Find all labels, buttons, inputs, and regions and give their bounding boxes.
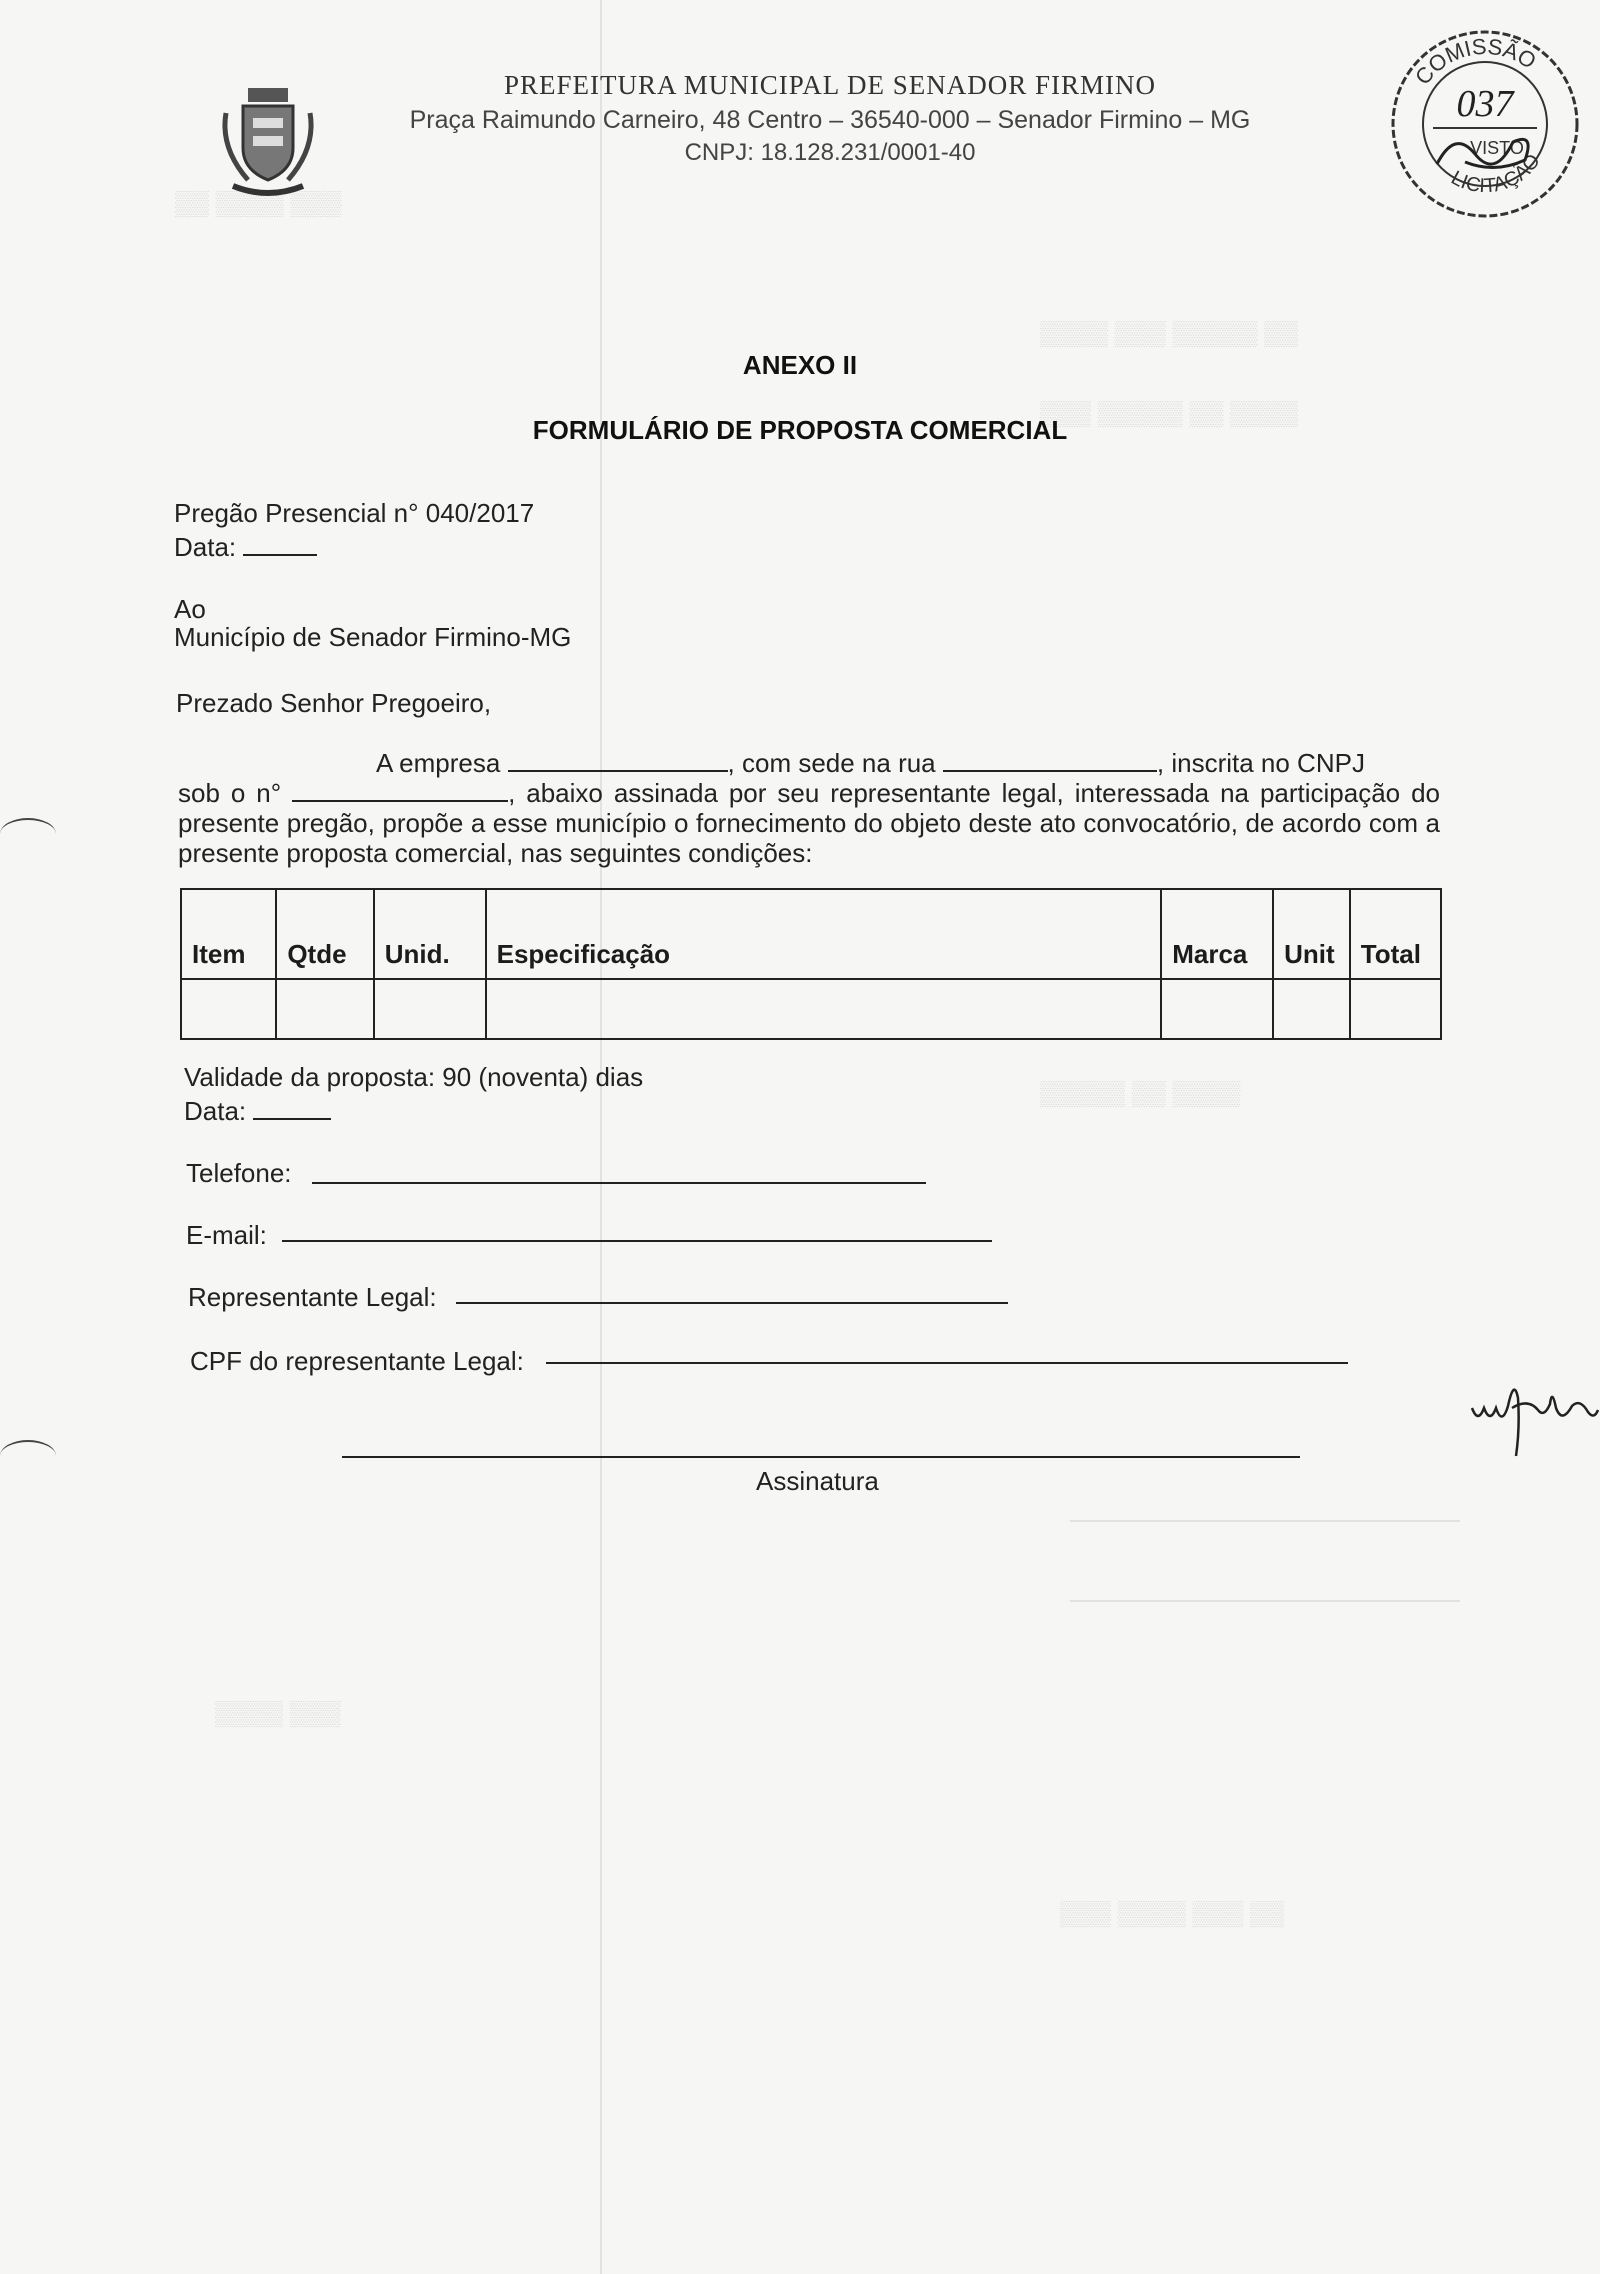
email-label: E-mail:: [186, 1220, 267, 1250]
telefone-line[interactable]: [312, 1182, 926, 1184]
recipient-ao: Ao: [174, 594, 206, 624]
signature-label: Assinatura: [756, 1466, 879, 1496]
punch-hole-mark: [0, 818, 56, 850]
para-body: [178, 778, 1440, 868]
date-label: Data:: [174, 532, 237, 562]
sede-label: , com sede na rua: [727, 748, 936, 778]
greeting: Prezado Senhor Pregoeiro,: [176, 688, 492, 718]
col-especificacao: Especificação: [486, 889, 1162, 979]
bleed-through-text: ▒▒▒▒ ▒▒▒ ▒▒▒▒▒ ▒▒: [1040, 320, 1299, 347]
pregao-number: Pregão Presencial n° 040/2017: [174, 498, 535, 528]
para-rest: , abaixo assinada por seu representante legal, interessada na participação do presente pregão, propõe a esse município o fornecimento do objeto deste ato convocatório, de acordo com a presente proposta comercial, nas seguintes condições:: [178, 778, 1441, 868]
col-total: Total: [1350, 889, 1441, 979]
bleed-through-text: ▒▒▒▒ ▒▒▒: [215, 1700, 341, 1727]
cpf-label: CPF do representante Legal:: [190, 1346, 524, 1376]
sob-label: sob o n°: [178, 778, 282, 808]
cell-total[interactable]: [1350, 979, 1441, 1039]
col-marca: Marca: [1161, 889, 1273, 979]
bleed-through-line: [1070, 1600, 1460, 1602]
municipal-crest-icon: [218, 88, 318, 198]
institution-name: PREFEITURA MUNICIPAL DE SENADOR FIRMINO: [503, 70, 1157, 100]
fold-line: [600, 0, 602, 2274]
stamp-visto: VISTO: [1470, 138, 1524, 158]
recipient-municipality: Município de Senador Firmino-MG: [174, 622, 572, 652]
cell-unit[interactable]: [1273, 979, 1350, 1039]
col-unid: Unid.: [374, 889, 486, 979]
bleed-through-text: ▒▒▒ ▒▒▒▒▒ ▒▒ ▒▒▒▒: [1040, 400, 1299, 427]
para-line-1: [376, 748, 1365, 779]
col-qtde: Qtde: [276, 889, 373, 979]
cell-item[interactable]: [181, 979, 276, 1039]
form-title: FORMULÁRIO DE PROPOSTA COMERCIAL: [532, 415, 1068, 445]
col-unit: Unit: [1273, 889, 1350, 979]
institution-address: Praça Raimundo Carneiro, 48 Centro – 36540-000 – Senador Firmino – MG: [409, 106, 1251, 134]
stamp-number: 037: [1456, 83, 1514, 125]
cell-especificacao[interactable]: [486, 979, 1162, 1039]
cell-marca[interactable]: [1161, 979, 1273, 1039]
representante-line[interactable]: [456, 1302, 1008, 1304]
telefone-label: Telefone:: [186, 1158, 292, 1188]
bleed-through-text: ▒▒ ▒▒▒▒ ▒▒▒: [175, 190, 342, 217]
proposal-validity: Validade da proposta: 90 (noventa) dias: [184, 1062, 644, 1092]
margin-signature: [1468, 1368, 1600, 1458]
table-header-row: [181, 889, 1441, 979]
bleed-through-text: ▒▒▒▒▒ ▒▒ ▒▒▒▒: [1040, 1080, 1241, 1107]
signature-line[interactable]: [342, 1456, 1300, 1458]
cpf-line[interactable]: [546, 1362, 1348, 1364]
institution-cnpj: CNPJ: 18.128.231/0001-40: [684, 139, 976, 166]
email-line[interactable]: [282, 1240, 992, 1242]
stamp-bottom-text: LICITAÇÃO: [1447, 150, 1545, 198]
bleed-through-text: ▒▒▒ ▒▒▒▒ ▒▒▒ ▒▒: [1060, 1900, 1285, 1927]
commission-stamp: [1385, 24, 1585, 224]
representante-label: Representante Legal:: [188, 1282, 437, 1312]
cell-unid[interactable]: [374, 979, 486, 1039]
cell-qtde[interactable]: [276, 979, 373, 1039]
rua-blank[interactable]: [943, 769, 1157, 772]
date-blank[interactable]: [243, 553, 317, 556]
cnpj-blank[interactable]: [292, 799, 508, 802]
date-blank-2[interactable]: [253, 1117, 331, 1120]
date-label-2: Data:: [184, 1096, 247, 1126]
date-row: [174, 532, 317, 563]
empresa-blank[interactable]: [508, 769, 728, 772]
col-item: Item: [181, 889, 276, 979]
empresa-label: A empresa: [376, 748, 501, 778]
annex-heading: ANEXO II: [742, 350, 858, 380]
items-table: [180, 888, 1442, 1040]
cnpj-label: , inscrita no CNPJ: [1156, 748, 1365, 778]
date-row-2: [184, 1096, 331, 1127]
punch-hole-mark: [0, 1440, 56, 1472]
bleed-through-line: [1070, 1520, 1460, 1522]
stamp-top-text: COMISSÃO: [1409, 33, 1541, 90]
table-row: [181, 979, 1441, 1039]
